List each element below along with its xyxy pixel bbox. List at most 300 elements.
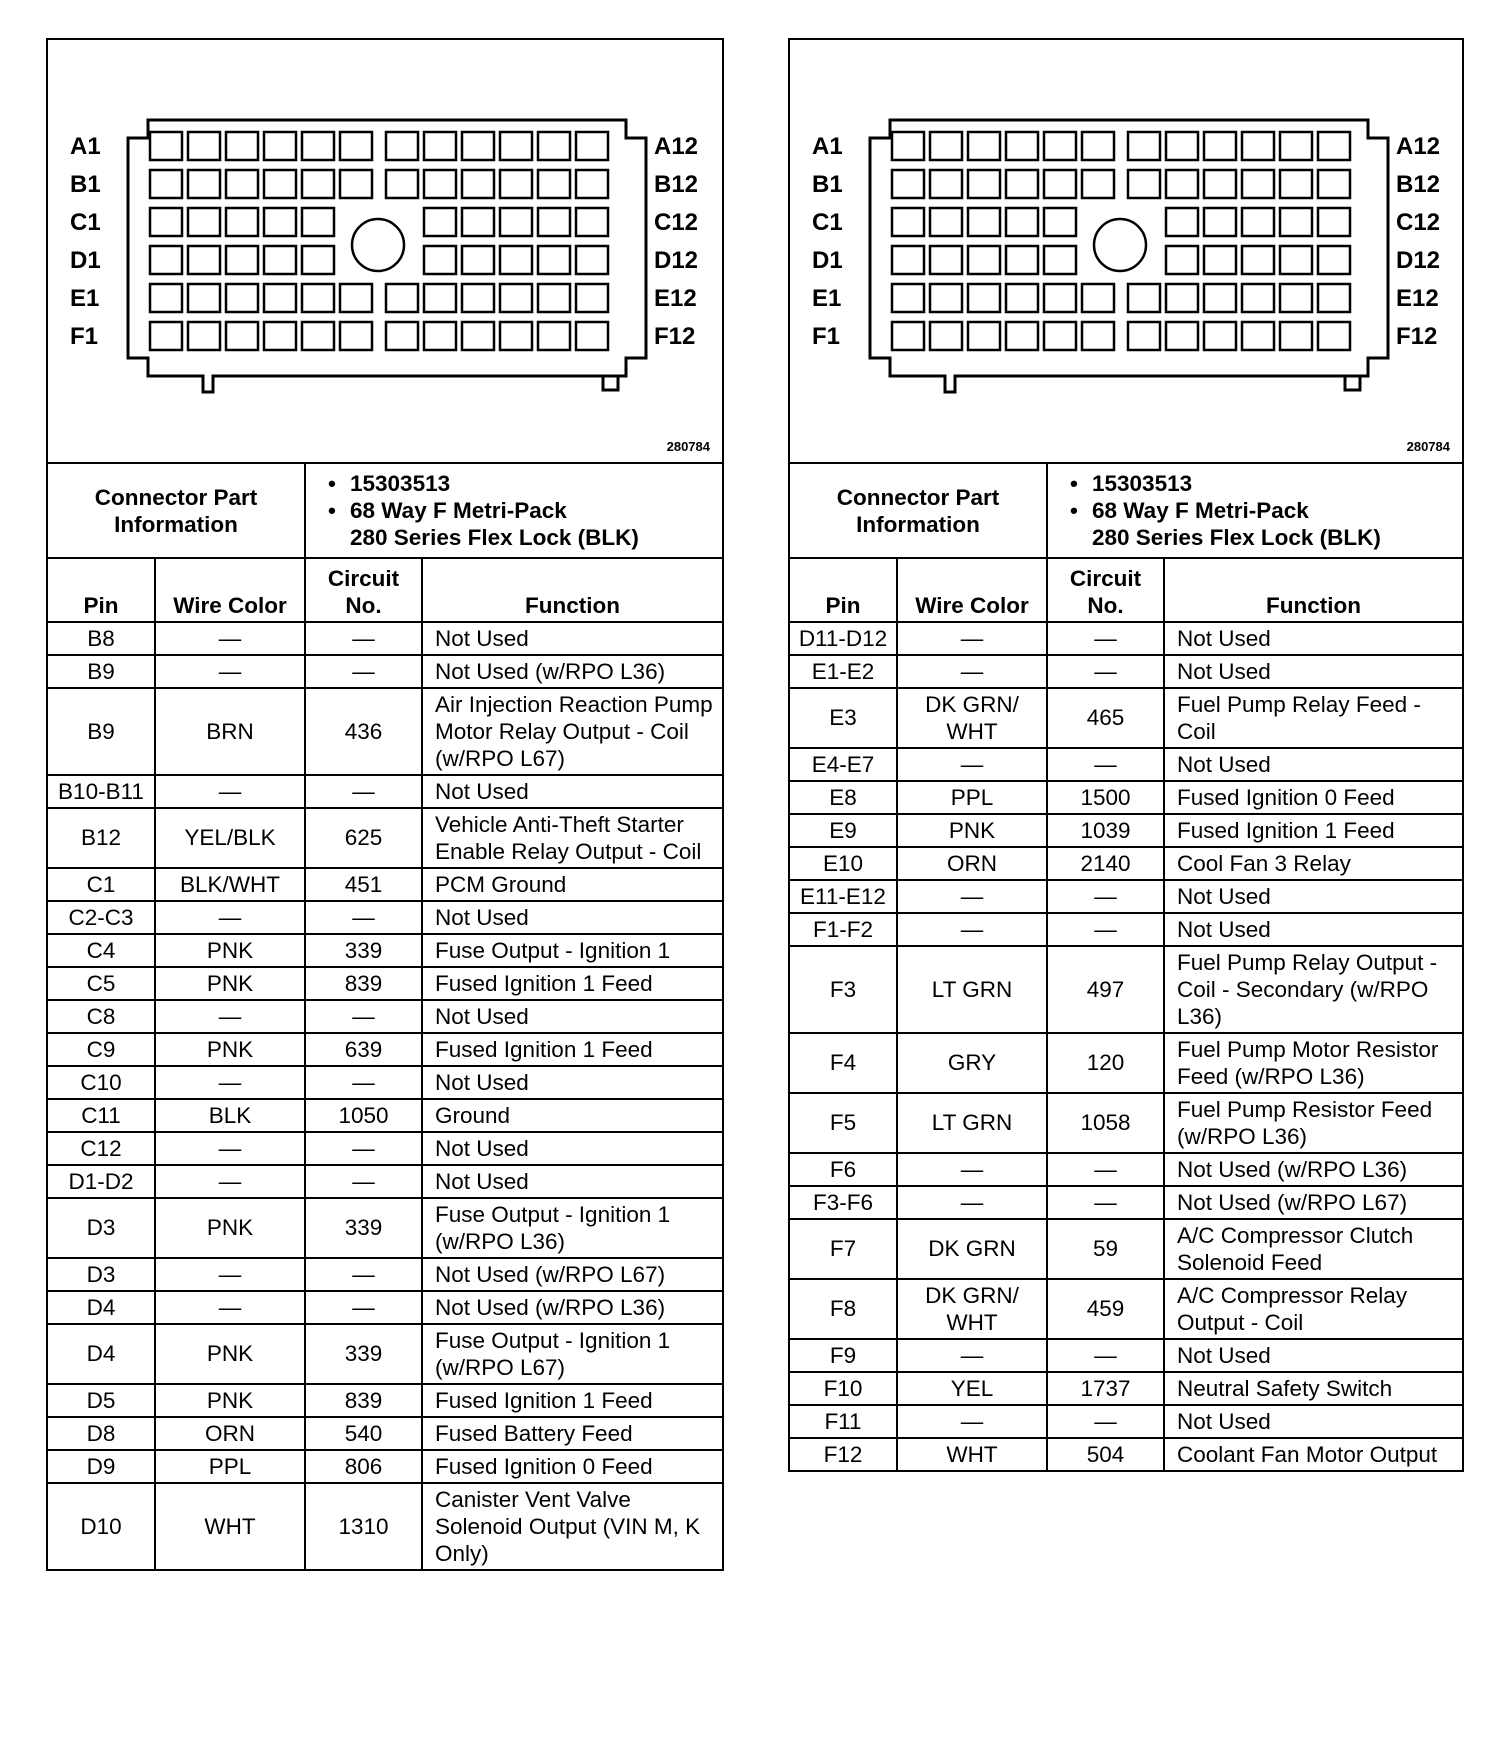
function-cell: Not Used	[1164, 655, 1463, 688]
table-row	[47, 775, 723, 808]
circuit-cell: 1310	[305, 1483, 422, 1570]
pin-cavity	[892, 132, 924, 160]
row-label-right: B12	[654, 171, 699, 198]
connector-description-line2: 280 Series Flex Lock (BLK)	[1092, 525, 1381, 550]
circuit-cell: 625	[305, 808, 422, 868]
connector-description	[350, 497, 716, 551]
circuit-cell: —	[1047, 1153, 1164, 1186]
pin-cavity	[1204, 170, 1236, 198]
pin-cavity	[576, 170, 608, 198]
circuit-cell: 1039	[1047, 814, 1164, 847]
pin-cavity	[1318, 132, 1350, 160]
function-cell: Not Used	[1164, 880, 1463, 913]
pin-cell: F3-F6	[789, 1186, 897, 1219]
table-row	[47, 868, 723, 901]
wire-color-cell: —	[155, 775, 305, 808]
row-label-left: A1	[812, 133, 843, 160]
pin-cavity	[576, 284, 608, 312]
wire-color-cell: —	[897, 748, 1047, 781]
pin-cavity	[1044, 246, 1076, 274]
pin-cell: D4	[47, 1291, 155, 1324]
table-row	[47, 1198, 723, 1258]
wire-color-cell: —	[155, 1291, 305, 1324]
pin-cavity	[150, 208, 182, 236]
table-row	[789, 1033, 1463, 1093]
pin-cell: D3	[47, 1198, 155, 1258]
pin-cavity	[302, 246, 334, 274]
wire-color-cell: —	[897, 1405, 1047, 1438]
row-label-left: B1	[812, 171, 843, 198]
function-cell: Vehicle Anti-Theft Starter Enable Relay Output - Coil	[422, 808, 723, 868]
housing-latch	[1345, 376, 1360, 390]
function-cell: A/C Compressor Clutch Solenoid Feed	[1164, 1219, 1463, 1279]
pin-cavity	[462, 284, 494, 312]
function-cell: Not Used	[422, 1000, 723, 1033]
wire-color-cell: —	[155, 1165, 305, 1198]
circuit-cell: —	[305, 622, 422, 655]
row-label-left: F1	[812, 323, 841, 350]
pin-cavity	[264, 170, 296, 198]
pin-table	[46, 557, 724, 1571]
pin-cavity	[1204, 246, 1236, 274]
function-cell: Not Used (w/RPO L36)	[1164, 1153, 1463, 1186]
table-row	[789, 913, 1463, 946]
wire-color-header: Wire Color	[155, 558, 305, 622]
pin-cavity	[1242, 322, 1274, 350]
function-cell: PCM Ground	[422, 868, 723, 901]
pin-cavity	[500, 246, 532, 274]
pin-cell: B12	[47, 808, 155, 868]
circuit-cell: 806	[305, 1450, 422, 1483]
wire-color-cell: LT GRN	[897, 946, 1047, 1033]
table-row	[47, 1033, 723, 1066]
circuit-cell: 339	[305, 1324, 422, 1384]
pin-cavity	[1044, 322, 1076, 350]
circuit-cell: 436	[305, 688, 422, 775]
pin-cell: F7	[789, 1219, 897, 1279]
pin-cavity	[968, 208, 1000, 236]
pin-cavity	[386, 132, 418, 160]
pin-cavity	[968, 322, 1000, 350]
circuit-cell: —	[1047, 1186, 1164, 1219]
pin-cell: B9	[47, 688, 155, 775]
table-row	[789, 1279, 1463, 1339]
function-cell: Fuse Output - Ignition 1	[422, 934, 723, 967]
table-row	[789, 1219, 1463, 1279]
wire-color-cell: PNK	[155, 967, 305, 1000]
wire-color-cell: GRY	[897, 1033, 1047, 1093]
pin-cavity	[340, 170, 372, 198]
pin-cavity	[500, 284, 532, 312]
connector-description-line1: 68 Way F Metri-Pack	[1092, 498, 1309, 523]
pin-cavity	[462, 208, 494, 236]
pin-cavity	[264, 246, 296, 274]
pin-cavity	[1128, 170, 1160, 198]
pin-cavity	[968, 170, 1000, 198]
pin-cavity	[1204, 208, 1236, 236]
function-cell: Fused Ignition 1 Feed	[422, 967, 723, 1000]
figure-id: 280784	[666, 439, 710, 454]
wire-color-cell: PPL	[897, 781, 1047, 814]
circuit-cell: —	[305, 1000, 422, 1033]
pin-cavity	[1242, 170, 1274, 198]
pin-cavity	[500, 170, 532, 198]
circuit-cell: —	[305, 1165, 422, 1198]
pin-cavity	[968, 284, 1000, 312]
table-row	[47, 934, 723, 967]
connector-diagram	[788, 38, 1464, 462]
pin-cavity	[188, 132, 220, 160]
wire-color-cell: —	[155, 901, 305, 934]
pin-table	[788, 557, 1464, 1472]
function-cell: Not Used (w/RPO L36)	[422, 1291, 723, 1324]
row-label-left: B1	[70, 171, 101, 198]
table-row	[47, 1099, 723, 1132]
pin-cavity	[226, 322, 258, 350]
pin-cell: B8	[47, 622, 155, 655]
connector-info-label: Connector Part Information	[789, 463, 1047, 558]
pin-cavity	[1044, 208, 1076, 236]
pin-cavity	[968, 132, 1000, 160]
pin-cavity	[264, 322, 296, 350]
pin-cavity	[150, 246, 182, 274]
wire-color-cell: —	[897, 1186, 1047, 1219]
pin-cell: F5	[789, 1093, 897, 1153]
pin-cavity	[386, 170, 418, 198]
circuit-cell: —	[1047, 1405, 1164, 1438]
pin-cavity	[1006, 132, 1038, 160]
pin-cavity	[930, 284, 962, 312]
pin-cavity	[576, 322, 608, 350]
pin-cell: C12	[47, 1132, 155, 1165]
row-label-left: A1	[70, 133, 101, 160]
pin-cavity	[150, 284, 182, 312]
wire-color-cell: ORN	[155, 1417, 305, 1450]
wire-color-cell: —	[897, 913, 1047, 946]
function-cell: Fused Ignition 1 Feed	[1164, 814, 1463, 847]
function-cell: Not Used	[422, 1132, 723, 1165]
pin-cavity	[538, 208, 570, 236]
pin-cavity	[1044, 132, 1076, 160]
table-row	[789, 814, 1463, 847]
circuit-cell: 120	[1047, 1033, 1164, 1093]
connector-info-values	[305, 463, 723, 558]
pin-cell: D10	[47, 1483, 155, 1570]
pin-cavity	[892, 322, 924, 350]
connector-info-table	[788, 462, 1464, 559]
pin-cavity	[188, 170, 220, 198]
function-cell: Not Used	[422, 775, 723, 808]
pin-cavity	[892, 170, 924, 198]
pin-cavity	[1280, 208, 1312, 236]
pin-cell: C8	[47, 1000, 155, 1033]
wire-color-cell: YEL	[897, 1372, 1047, 1405]
table-row	[789, 1153, 1463, 1186]
circuit-cell: —	[305, 1291, 422, 1324]
connector-panel-right	[788, 38, 1464, 1472]
pin-cavity	[930, 208, 962, 236]
table-row	[47, 1000, 723, 1033]
pin-header: Pin	[47, 558, 155, 622]
pin-cell: C11	[47, 1099, 155, 1132]
row-label-left: D1	[812, 247, 843, 274]
wire-color-cell: PNK	[155, 1033, 305, 1066]
function-cell: Fuel Pump Resistor Feed (w/RPO L36)	[1164, 1093, 1463, 1153]
function-cell: Fuel Pump Relay Feed - Coil	[1164, 688, 1463, 748]
function-header: Function	[422, 558, 723, 622]
circuit-header: Circuit No.	[1047, 558, 1164, 622]
table-row	[789, 1438, 1463, 1471]
wire-color-cell: WHT	[155, 1483, 305, 1570]
pin-cavity	[1204, 322, 1236, 350]
circuit-cell: 497	[1047, 946, 1164, 1033]
pin-cell: F4	[789, 1033, 897, 1093]
pin-cavity	[264, 132, 296, 160]
pin-cavity	[340, 284, 372, 312]
row-label-right: D12	[1396, 247, 1441, 274]
pin-cavity	[1204, 284, 1236, 312]
wire-color-header: Wire Color	[897, 558, 1047, 622]
wire-color-cell: YEL/BLK	[155, 808, 305, 868]
wire-color-cell: —	[897, 1153, 1047, 1186]
circuit-cell: —	[1047, 880, 1164, 913]
pin-cavity	[1280, 322, 1312, 350]
pin-cavity	[188, 246, 220, 274]
circuit-cell: 839	[305, 967, 422, 1000]
table-row	[47, 1165, 723, 1198]
pin-cavity	[1128, 284, 1160, 312]
pin-cell: F8	[789, 1279, 897, 1339]
pin-cavity	[1242, 132, 1274, 160]
function-cell: Fused Ignition 0 Feed	[422, 1450, 723, 1483]
pin-cavity	[1166, 132, 1198, 160]
circuit-cell: 1737	[1047, 1372, 1164, 1405]
pin-cavity	[1166, 170, 1198, 198]
pin-cavity	[930, 170, 962, 198]
function-cell: Fused Battery Feed	[422, 1417, 723, 1450]
pin-cavity	[892, 284, 924, 312]
table-row	[789, 655, 1463, 688]
wire-color-cell: —	[155, 622, 305, 655]
connector-panel-left	[46, 38, 724, 1571]
wire-color-cell: —	[897, 622, 1047, 655]
function-cell: Not Used (w/RPO L36)	[422, 655, 723, 688]
pin-cavity	[576, 208, 608, 236]
wire-color-cell: PNK	[155, 934, 305, 967]
pin-cavity	[1318, 208, 1350, 236]
row-label-left: E1	[812, 285, 842, 312]
pin-cavity	[188, 208, 220, 236]
row-label-right: C12	[1396, 209, 1441, 236]
table-row	[47, 688, 723, 775]
pin-cell: E11-E12	[789, 880, 897, 913]
pin-cavity	[1006, 246, 1038, 274]
pin-cavity	[538, 284, 570, 312]
table-row	[789, 1405, 1463, 1438]
function-cell: Fuse Output - Ignition 1 (w/RPO L36)	[422, 1198, 723, 1258]
pin-cell: F10	[789, 1372, 897, 1405]
circuit-cell: —	[1047, 622, 1164, 655]
pin-cell: B10-B11	[47, 775, 155, 808]
pin-cavity	[1318, 322, 1350, 350]
table-row	[47, 967, 723, 1000]
pin-cavity	[1242, 208, 1274, 236]
pin-cell: C5	[47, 967, 155, 1000]
pin-cavity	[1280, 246, 1312, 274]
circuit-cell: —	[305, 1066, 422, 1099]
pin-cavity	[576, 246, 608, 274]
pin-cavity	[424, 132, 456, 160]
pin-cavity	[1280, 170, 1312, 198]
table-row	[47, 1066, 723, 1099]
table-row	[789, 688, 1463, 748]
wire-color-cell: PNK	[155, 1324, 305, 1384]
circuit-cell: 2140	[1047, 847, 1164, 880]
circuit-cell: 504	[1047, 1438, 1164, 1471]
pin-cavity	[1082, 284, 1114, 312]
pin-cavity	[1280, 132, 1312, 160]
table-row	[789, 847, 1463, 880]
circuit-cell: 639	[305, 1033, 422, 1066]
pin-cell: D3	[47, 1258, 155, 1291]
function-cell: Fuel Pump Relay Output - Coil - Secondary (w/RPO L36)	[1164, 946, 1463, 1033]
pin-cavity	[892, 246, 924, 274]
table-row	[789, 1339, 1463, 1372]
function-cell: Not Used	[422, 622, 723, 655]
pin-cell: E9	[789, 814, 897, 847]
wire-color-cell: WHT	[897, 1438, 1047, 1471]
circuit-cell: 540	[305, 1417, 422, 1450]
table-row	[789, 1093, 1463, 1153]
function-cell: Cool Fan 3 Relay	[1164, 847, 1463, 880]
pin-cavity	[1166, 246, 1198, 274]
function-cell: Fused Ignition 1 Feed	[422, 1384, 723, 1417]
function-cell: Neutral Safety Switch	[1164, 1372, 1463, 1405]
connector-face-drawing	[48, 40, 722, 464]
pin-cavity	[386, 284, 418, 312]
pin-cavity	[892, 208, 924, 236]
circuit-cell: 465	[1047, 688, 1164, 748]
pin-cell: C1	[47, 868, 155, 901]
function-cell: Fused Ignition 1 Feed	[422, 1033, 723, 1066]
housing-latch	[603, 376, 618, 390]
pin-cell: C2-C3	[47, 901, 155, 934]
connector-info-values	[1047, 463, 1463, 558]
wire-color-cell: DK GRN/ WHT	[897, 688, 1047, 748]
wire-color-cell: PNK	[155, 1384, 305, 1417]
center-key	[1094, 219, 1146, 271]
row-label-right: F12	[1396, 323, 1438, 350]
row-label-left: F1	[70, 323, 99, 350]
circuit-cell: 339	[305, 934, 422, 967]
row-label-right: E12	[1396, 285, 1439, 312]
pin-cavity	[340, 132, 372, 160]
circuit-cell: 459	[1047, 1279, 1164, 1339]
pin-cell: C4	[47, 934, 155, 967]
pin-cavity	[1044, 170, 1076, 198]
row-label-left: C1	[812, 209, 843, 236]
function-cell: Fuse Output - Ignition 1 (w/RPO L67)	[422, 1324, 723, 1384]
pin-cavity	[1044, 284, 1076, 312]
function-cell: Not Used	[1164, 748, 1463, 781]
pin-cavity	[1006, 208, 1038, 236]
row-label-right: A12	[654, 133, 699, 160]
pin-cavity	[1128, 322, 1160, 350]
pin-cavity	[424, 208, 456, 236]
pin-cavity	[226, 208, 258, 236]
connector-description	[1092, 497, 1456, 551]
pin-cavity	[538, 170, 570, 198]
circuit-cell: —	[1047, 748, 1164, 781]
table-row	[47, 1291, 723, 1324]
circuit-header: Circuit No.	[305, 558, 422, 622]
function-cell: Fused Ignition 0 Feed	[1164, 781, 1463, 814]
row-label-left: E1	[70, 285, 100, 312]
pin-cell: B9	[47, 655, 155, 688]
row-label-right: B12	[1396, 171, 1441, 198]
wire-color-cell: —	[897, 655, 1047, 688]
pin-cell: F9	[789, 1339, 897, 1372]
function-cell: Not Used	[1164, 1339, 1463, 1372]
pin-cavity	[302, 208, 334, 236]
pin-cell: D1-D2	[47, 1165, 155, 1198]
connector-info-label: Connector Part Information	[47, 463, 305, 558]
wire-color-cell: —	[155, 1066, 305, 1099]
pin-cavity	[150, 170, 182, 198]
row-label-right: E12	[654, 285, 697, 312]
pin-cell: E4-E7	[789, 748, 897, 781]
pin-cell: D9	[47, 1450, 155, 1483]
pin-cavity	[424, 322, 456, 350]
pin-cell: F12	[789, 1438, 897, 1471]
circuit-cell: —	[305, 1132, 422, 1165]
pin-cavity	[302, 322, 334, 350]
pin-cell: F6	[789, 1153, 897, 1186]
pin-cavity	[500, 208, 532, 236]
row-label-right: F12	[654, 323, 696, 350]
table-row	[789, 946, 1463, 1033]
pin-cavity	[1006, 322, 1038, 350]
pin-cavity	[150, 322, 182, 350]
pin-cavity	[1318, 170, 1350, 198]
pin-cavity	[340, 322, 372, 350]
table-row	[47, 1384, 723, 1417]
pin-cavity	[462, 322, 494, 350]
pin-cavity	[424, 246, 456, 274]
function-cell: Coolant Fan Motor Output	[1164, 1438, 1463, 1471]
pin-cavity	[264, 284, 296, 312]
table-row	[47, 1258, 723, 1291]
function-cell: Not Used	[422, 901, 723, 934]
pin-cavity	[1082, 132, 1114, 160]
table-row	[47, 1483, 723, 1570]
wire-color-cell: BLK/WHT	[155, 868, 305, 901]
row-label-right: A12	[1396, 133, 1441, 160]
circuit-cell: 839	[305, 1384, 422, 1417]
wire-color-cell: —	[897, 880, 1047, 913]
function-cell: Not Used	[1164, 1405, 1463, 1438]
pin-cavity	[462, 246, 494, 274]
pin-cell: F3	[789, 946, 897, 1033]
figure-id: 280784	[1406, 439, 1450, 454]
circuit-cell: —	[305, 901, 422, 934]
wire-color-cell: ORN	[897, 847, 1047, 880]
table-row	[789, 622, 1463, 655]
table-row	[47, 808, 723, 868]
wire-color-cell: —	[155, 1000, 305, 1033]
wire-color-cell: PNK	[897, 814, 1047, 847]
pin-cavity	[302, 170, 334, 198]
